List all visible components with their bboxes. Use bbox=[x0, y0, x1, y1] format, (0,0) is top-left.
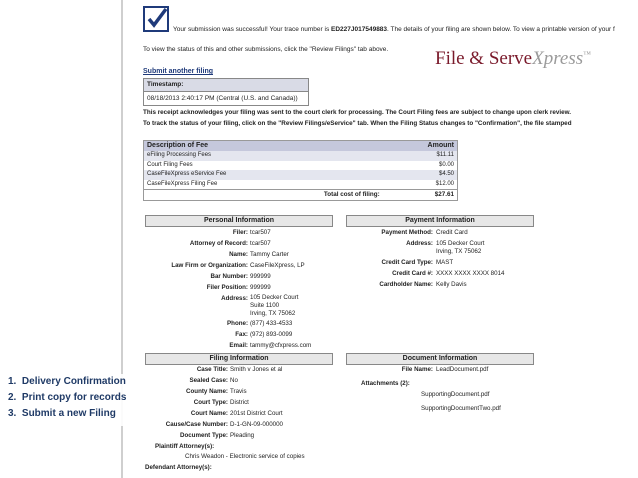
fee-total bbox=[144, 189, 457, 200]
key: Phone: bbox=[227, 320, 248, 327]
fee-amount: $12.00 bbox=[435, 180, 454, 187]
fee-total-label: Total cost of filing: bbox=[323, 191, 380, 198]
case-number-label bbox=[166, 421, 228, 428]
receipt-content bbox=[123, 0, 638, 478]
key: Bar Number: bbox=[210, 273, 248, 280]
doc-type-label bbox=[180, 432, 228, 439]
key: File Name: bbox=[401, 366, 433, 373]
fee-desc: eFiling Processing Fees bbox=[147, 152, 212, 158]
fee-total-amount: $27.61 bbox=[434, 191, 454, 198]
key: Name: bbox=[229, 251, 248, 258]
document-info-header: Document Information bbox=[346, 353, 534, 365]
key: Document Type: bbox=[179, 432, 228, 439]
court-name-label bbox=[191, 410, 228, 417]
key: Cardholder Name: bbox=[379, 281, 433, 288]
key: Email: bbox=[229, 342, 248, 349]
key: Law Firm or Organization: bbox=[171, 262, 248, 269]
key: Attachments (2): bbox=[361, 380, 410, 387]
case-number-value: D-1-GN-09-000000 bbox=[230, 421, 283, 428]
key: Fax: bbox=[235, 331, 248, 338]
personal-info-header: Personal Information bbox=[145, 215, 333, 227]
fee-row bbox=[144, 161, 457, 171]
step-item bbox=[0, 406, 154, 422]
payment-method-value: Credit Card bbox=[436, 229, 468, 236]
address-line-1: 105 Decker Court bbox=[250, 294, 299, 301]
payment-info-header: Payment Information bbox=[346, 215, 534, 227]
timestamp-box bbox=[143, 78, 309, 106]
fee-amount: $4.50 bbox=[438, 171, 454, 177]
attachments-label bbox=[361, 380, 410, 387]
county-value: Travis bbox=[230, 388, 247, 395]
status-message: To view the status of this and other submissions, click the "Review Filings" tab above. bbox=[143, 46, 389, 53]
sealed-label bbox=[189, 377, 228, 384]
court-name-value: 201st District Court bbox=[230, 410, 283, 417]
fee-col-desc: Description of Fee bbox=[147, 142, 209, 149]
attorney-value: tcar507 bbox=[250, 240, 271, 247]
checkmark-icon bbox=[143, 6, 169, 32]
step-number: 1. bbox=[8, 376, 17, 387]
key: Address: bbox=[406, 240, 433, 247]
timestamp-value: 08/18/2013 2:40:17 PM (Central (U.S. and Canada)) bbox=[147, 95, 298, 102]
county-label bbox=[186, 388, 228, 395]
fee-amount: $11.11 bbox=[436, 152, 454, 158]
case-title-label bbox=[197, 366, 228, 373]
attorney-label bbox=[190, 240, 248, 247]
key: Credit Card Type: bbox=[381, 259, 433, 266]
attachment-2[interactable]: SupportingDocumentTwo.pdf bbox=[421, 405, 501, 412]
payment-address-2: Irving, TX 75062 bbox=[436, 248, 482, 255]
payment-address-label bbox=[406, 240, 433, 247]
payment-method-label bbox=[381, 229, 433, 236]
case-title-value: Smith v Jones et al bbox=[230, 366, 283, 373]
phone-label bbox=[227, 320, 248, 327]
trace-number: ED227J017549883 bbox=[331, 26, 388, 33]
timestamp-label: Timestamp: bbox=[144, 79, 308, 92]
notice-line-1: This receipt acknowledges your filing was sent to the court clerk for processing. The Court Filing fees are subject to change upon clerk review. bbox=[143, 109, 572, 116]
key: Attorney of Record: bbox=[189, 240, 248, 247]
payment-address-1: 105 Decker Court bbox=[436, 240, 485, 247]
name-label bbox=[229, 251, 248, 258]
position-value: 999999 bbox=[250, 284, 271, 291]
fee-row bbox=[144, 180, 457, 190]
steps-list bbox=[0, 374, 154, 426]
step-number: 3. bbox=[8, 408, 17, 419]
success-message bbox=[173, 26, 615, 33]
cc-number-label bbox=[392, 270, 433, 277]
cc-number-value: XXXX XXXX XXXX 8014 bbox=[436, 270, 505, 277]
cc-type-value: MAST bbox=[436, 259, 454, 266]
sealed-value: No bbox=[230, 377, 238, 384]
step-label: Delivery Confirmation bbox=[21, 376, 126, 387]
fee-desc: CaseFileXpress eService Fee bbox=[147, 171, 227, 177]
position-label bbox=[207, 284, 248, 291]
attachment-1[interactable]: SupportingDocument.pdf bbox=[421, 391, 490, 398]
key: Court Type: bbox=[193, 399, 228, 406]
filing-info-header: Filing Information bbox=[145, 353, 333, 365]
key: Plaintiff Attorney(s): bbox=[155, 443, 215, 450]
file-name-label bbox=[402, 366, 433, 373]
phone-value: (877) 433-4533 bbox=[250, 320, 293, 327]
court-type-value: District bbox=[230, 399, 249, 406]
cardholder-label bbox=[379, 281, 433, 288]
bar-label bbox=[211, 273, 248, 280]
key: County Name: bbox=[186, 388, 228, 395]
file-serve-xpress-logo: File & ServeXpress™ bbox=[435, 48, 591, 69]
step-item bbox=[0, 374, 154, 390]
cc-type-label bbox=[382, 259, 433, 266]
address-line-2: Suite 1100 bbox=[250, 302, 280, 309]
success-text: Your submission was successful! Your trace number is bbox=[173, 26, 332, 33]
notice-line-2: To track the status of your filing, click on the "Review Filings/eService" tab. When the Filing Status changes to "Confirmation", the file stamped bbox=[143, 120, 572, 127]
name-value: Tammy Carter bbox=[250, 251, 289, 258]
key: Address: bbox=[221, 295, 248, 302]
plaintiff-value: Chris Weadon - Electronic service of copies bbox=[185, 453, 305, 460]
key: Defendant Attorney(s): bbox=[145, 464, 212, 471]
fee-amount: $0.00 bbox=[438, 161, 454, 168]
key: Filer: bbox=[232, 229, 248, 236]
fee-row bbox=[144, 170, 457, 180]
step-number: 2. bbox=[8, 392, 17, 403]
email-label bbox=[229, 342, 248, 349]
logo-x: Xpress bbox=[532, 48, 584, 69]
email-value: tammy@cfxpress.com bbox=[250, 342, 312, 349]
fax-label bbox=[235, 331, 248, 338]
key: Filer Position: bbox=[206, 284, 248, 291]
key: Credit Card #: bbox=[392, 270, 433, 277]
address-label bbox=[221, 295, 248, 302]
key: Sealed Case: bbox=[189, 377, 228, 384]
address-line-3: Irving, TX 75062 bbox=[250, 310, 296, 317]
submit-another-filing-link[interactable]: Submit another filing bbox=[143, 68, 213, 75]
filer-value: tcar507 bbox=[250, 229, 271, 236]
logo-main: File & Serve bbox=[435, 48, 533, 69]
doc-type-value: Pleading bbox=[230, 432, 255, 439]
fee-row bbox=[144, 151, 457, 161]
step-item bbox=[0, 390, 154, 406]
bar-value: 999999 bbox=[250, 273, 271, 280]
court-type-label bbox=[194, 399, 228, 406]
fee-col-amount: Amount bbox=[427, 142, 454, 149]
fee-desc: Court Filing Fees bbox=[147, 161, 193, 168]
fee-header bbox=[144, 141, 457, 151]
step-label: Print copy for records bbox=[21, 392, 127, 403]
file-name-value[interactable]: LeadDocument.pdf bbox=[436, 366, 489, 373]
firm-value: CaseFileXpress, LP bbox=[250, 262, 305, 269]
fee-table bbox=[143, 140, 458, 201]
key: Payment Method: bbox=[381, 229, 433, 236]
cardholder-value: Kelly Davis bbox=[436, 281, 467, 288]
fee-desc: CaseFileXpress Filing Fee bbox=[147, 180, 218, 187]
key: Cause/Case Number: bbox=[165, 421, 228, 428]
defendant-label bbox=[145, 464, 212, 471]
firm-label bbox=[171, 262, 248, 269]
success-tail: . The details of your filing are shown below. To view a printable version of your f bbox=[387, 26, 615, 33]
filer-label bbox=[233, 229, 248, 236]
fax-value: (972) 893-0099 bbox=[250, 331, 293, 338]
step-label: Submit a new Filing bbox=[21, 408, 116, 419]
plaintiff-label bbox=[155, 443, 214, 450]
key: Case Title: bbox=[196, 366, 228, 373]
key: Court Name: bbox=[190, 410, 228, 417]
